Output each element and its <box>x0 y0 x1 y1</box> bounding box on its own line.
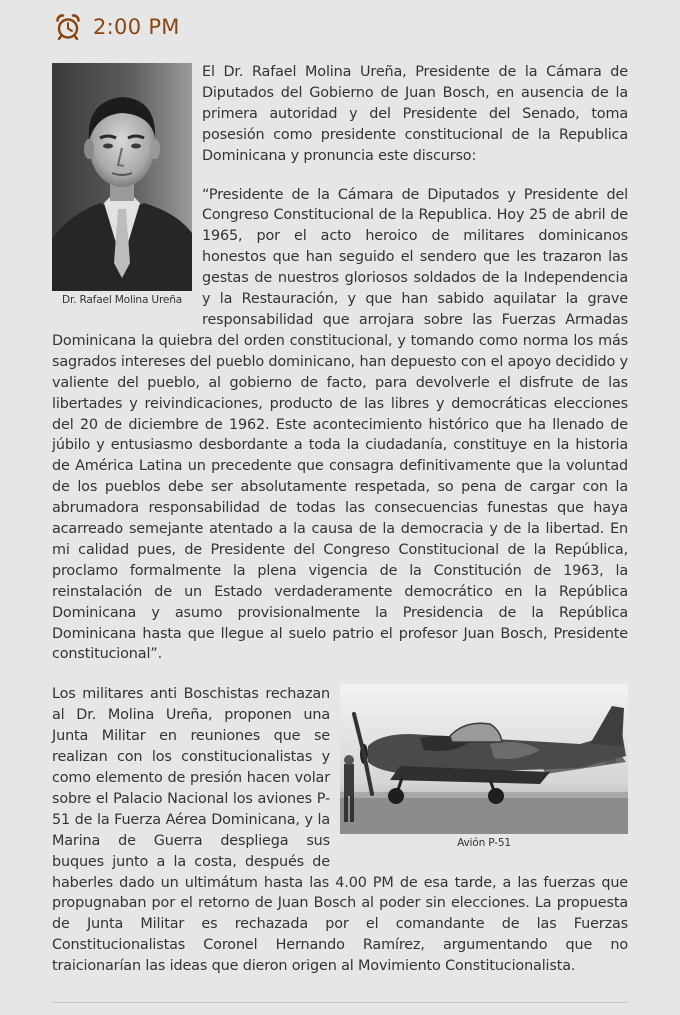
portrait-caption: Dr. Rafael Molina Ureña <box>61 294 183 306</box>
time-label: 2:00 PM <box>93 15 180 39</box>
portrait-photo <box>52 63 192 291</box>
junta-paragraph: Los militares anti Boschistas rechazan al Dr. Molina Ureña, proponen una Junta Militar en reuniones que se realizan con los constitucionalistas y como elemento de presión hacen volar sobre el Palacio Nacional los aviones P-51 de la Fuerza Aérea Dominicana, y la Marina de Guerra despliega sus buques junto a la costa, después de haberles dado un ultimátum hasta las 4.00 PM de esa tarde, a las fuerzas que propugnaban por el retorno de Juan Bosch al poder sin elecciones. La propuesta de Junta Militar es rechazada por el comandante de las Fuerzas Constitucionalistas Coronel Hernando Ramírez, argumentando que no traicionarían las ideas que dieron origen al Movimiento Constitucionalista. <box>52 686 628 975</box>
alarm-clock-icon <box>55 13 81 41</box>
portrait-figure <box>52 63 192 307</box>
plane-caption: Avión P-51 <box>457 837 511 850</box>
plane-figure <box>340 684 628 850</box>
time-header <box>52 13 628 41</box>
article-content <box>52 0 628 977</box>
section-divider <box>52 1002 628 1003</box>
intro-paragraph: El Dr. Rafael Molina Ureña, Presidente de la Cámara de Diputados del Gobierno de Juan Bosch, en ausencia de la primera autoridad y del Presidente del Senado, toma posesión como presidente constitucional de la Republica Dominicana y pronuncia este discurso: <box>202 64 628 164</box>
speech-paragraph: “Presidente de la Cámara de Diputados y Presidente del Congreso Constitucional de la Republica. Hoy 25 de abril de 1965, por el acto heroico de militares dominicanos honestos que han seguido el sendero que les trazaron las gestas de nuestros gloriosos soldados de la Independencia y la Restauración, y que han sabido aquilatar la grave responsabilidad que arrojara sobre las Fuerzas Armadas Dominicana la quiebra del orden constitucional, y tomando como norma los más sagrados intereses del pueblo dominicano, han depuesto con el apoyo decidido y valiente del pueblo, al gobierno de facto, para devolverle el disfrute de las libertades y reivindicaciones, producto de las libres y democráticas elecciones del 20 de diciembre de 1962. Este acontecimiento histórico que ha llenado de júbilo y entusiasmo desbordante a toda la ciudadanía, constituye en la historia de América Latina un precedente que consagra definitivamente que la voluntad de los pueblos debe ser absolutamente respetada, so pena de cargar con la abrumadora responsabilidad de todas las consecuencias funestas que haya acarreado semejante atentado a la causa de la democracia y de la libertad. En mi calidad pues, de Presidente del Congreso Constitucional de la República, proclamo formalmente la plena vigencia de la Constitución de 1963, la reinstalación de un Estado verdaderamente democrático en la República Dominicana y asumo provisionalmente la Presidencia de la República Dominicana hasta que llegue al suelo patrio el profesor Juan Bosch, Presidente constitucional”. <box>52 186 628 663</box>
plane-photo <box>340 684 628 834</box>
